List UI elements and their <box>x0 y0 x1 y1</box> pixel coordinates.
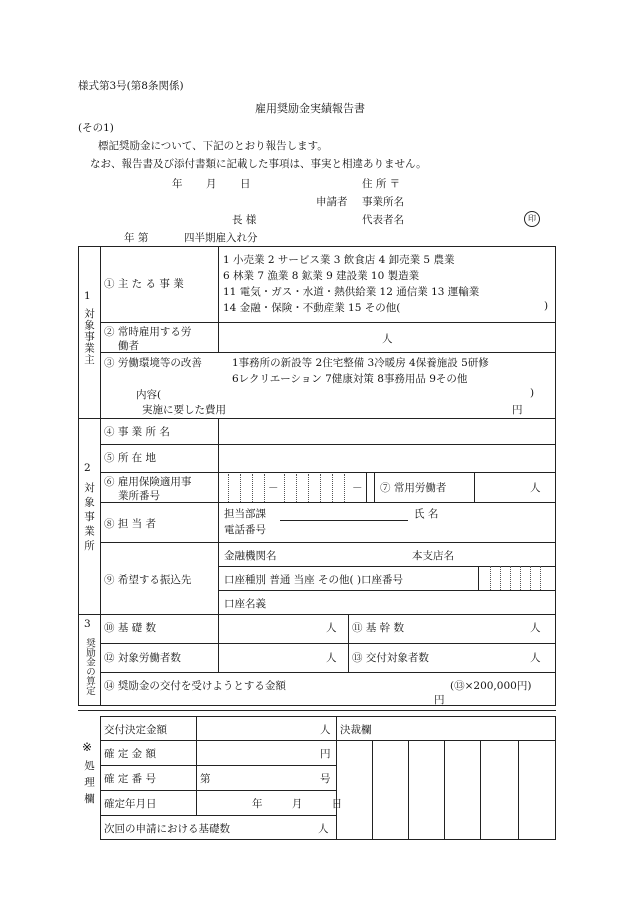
business-name-label: 事業所名 <box>362 196 404 208</box>
content-label: 内容( <box>136 389 162 401</box>
improvement-label: ③ 労働環境等の改善 <box>104 357 202 369</box>
next-base-count-unit: 人 <box>318 823 329 835</box>
office-name-label: ④ 事 業 所 名 <box>104 426 170 438</box>
intro-line-2: なお、報告書及び添付書類に記載した事項は、事実と相違ありません。 <box>90 158 427 170</box>
section2-number: 2 <box>84 462 91 474</box>
section1-label: 対象事業主 <box>83 308 95 366</box>
part-label: (その1) <box>78 122 114 134</box>
insurance-dash-2: － <box>352 482 363 494</box>
intro-line-1: 標記奨励金について、下記のとおり報告します。 <box>98 140 328 152</box>
industry-line-4: 14 金融・保険・不動産業 15 その他( <box>223 302 401 314</box>
confirmed-date-fields: 年 月 日 <box>252 798 343 810</box>
insurance-dash-1: － <box>268 482 279 494</box>
cost-unit: 円 <box>512 404 523 416</box>
processing-label: 処理欄 <box>83 760 95 810</box>
dept-label: 担当部課 <box>224 508 266 520</box>
confirmed-date-label: 確定年月日 <box>104 798 157 810</box>
date-day: 日 <box>240 178 251 190</box>
form-number: 様式第3号(第8条関係) <box>78 80 184 92</box>
chief-label: 長 様 <box>232 214 257 226</box>
approval-label: 決裁欄 <box>340 724 372 736</box>
next-base-count-label: 次回の申請における基礎数 <box>104 823 230 835</box>
regular-workers-label: ② 常時雇用する労 <box>104 326 192 338</box>
account-holder-label: 口座名義 <box>224 598 266 610</box>
seal-mark: 印 <box>524 211 540 227</box>
decision-amount-label: 交付決定金額 <box>104 724 167 736</box>
quarter-year: 年 第 <box>124 232 149 244</box>
industry-line-3: 11 電気・ガス・水道・熱供給業 12 通信業 13 運輸業 <box>223 286 480 298</box>
applicant-label: 申請者 <box>316 196 348 208</box>
base-count-unit: 人 <box>326 622 337 634</box>
grant-amount-unit: 円 <box>434 694 445 706</box>
content-close: ) <box>530 387 535 399</box>
cost-label: 実施に要した費用 <box>142 404 226 416</box>
section2-label: 対象事業所 <box>83 482 95 555</box>
processing-asterisk: ※ <box>82 740 93 754</box>
phone-label: 電話番号 <box>224 524 266 536</box>
insurance-label: ⑥ 雇用保険適用事 <box>104 476 192 488</box>
confirmed-amount-unit: 円 <box>320 748 331 760</box>
confirmed-number-unit: 号 <box>320 773 331 785</box>
target-workers-label: ⑫ 対象労働者数 <box>104 652 181 664</box>
regular-employees-unit: 人 <box>530 482 541 494</box>
name-label: 氏 名 <box>414 508 439 520</box>
core-count-unit: 人 <box>530 622 541 634</box>
quarter-label: 四半期雇入れ分 <box>184 232 258 244</box>
regular-workers-label-2: 働者 <box>118 340 139 352</box>
transfer-label: ⑨ 希望する振込先 <box>104 574 192 586</box>
base-count-label: ⑩ 基 礎 数 <box>104 622 157 634</box>
grant-amount-formula: (⑬×200,000円) <box>450 680 532 692</box>
form-title: 雇用奨励金実績報告書 <box>255 102 365 115</box>
date-year: 年 <box>172 178 183 190</box>
confirmed-number-label: 確 定 番 号 <box>104 773 157 785</box>
improvement-options-1: 1事務所の新設等 2住宅整備 3冷暖房 4保養施設 5研修 <box>232 357 489 369</box>
grant-target-unit: 人 <box>530 652 541 664</box>
bank-name-label: 金融機関名 <box>224 550 277 562</box>
branch-name-label: 本支店名 <box>412 550 454 562</box>
regular-workers-unit: 人 <box>382 333 393 345</box>
improvement-options-2: 6レクリエーション 7健康対策 8事務用品 9その他 <box>232 373 468 385</box>
insurance-label-2: 業所番号 <box>118 490 160 502</box>
regular-employees-label: ⑦ 常用労働者 <box>380 482 447 494</box>
target-workers-unit: 人 <box>326 652 337 664</box>
account-type-line: 口座種別 普通 当座 その他( )口座番号 <box>224 574 404 586</box>
grant-amount-label: ⑭ 奨励金の交付を受けようとする金額 <box>104 680 286 692</box>
grant-target-label: ⑬ 交付対象者数 <box>352 652 429 664</box>
confirmed-amount-label: 確 定 金 額 <box>104 748 157 760</box>
section3-label: 奨励金の算定 <box>84 638 95 695</box>
industry-line-2: 6 林業 7 漁業 8 鉱業 9 建設業 10 製造業 <box>223 270 420 282</box>
contact-person-label: ⑧ 担 当 者 <box>104 518 157 530</box>
decision-amount-unit: 人 <box>320 724 331 736</box>
industry-close: ) <box>544 300 549 312</box>
industry-line-1: 1 小売業 2 サービス業 3 飲食店 4 卸売業 5 農業 <box>223 254 455 266</box>
core-count-label: ⑪ 基 幹 数 <box>352 622 405 634</box>
section3-number: 3 <box>84 618 91 630</box>
section1-number: 1 <box>84 290 91 302</box>
location-label: ⑤ 所 在 地 <box>104 452 157 464</box>
date-month: 月 <box>206 178 217 190</box>
main-business-label: ① 主 た る 事 業 <box>104 278 184 290</box>
representative-label: 代表者名 <box>362 214 404 226</box>
confirmed-number-prefix: 第 <box>200 773 211 785</box>
address-label: 住 所 〒 <box>362 178 401 190</box>
